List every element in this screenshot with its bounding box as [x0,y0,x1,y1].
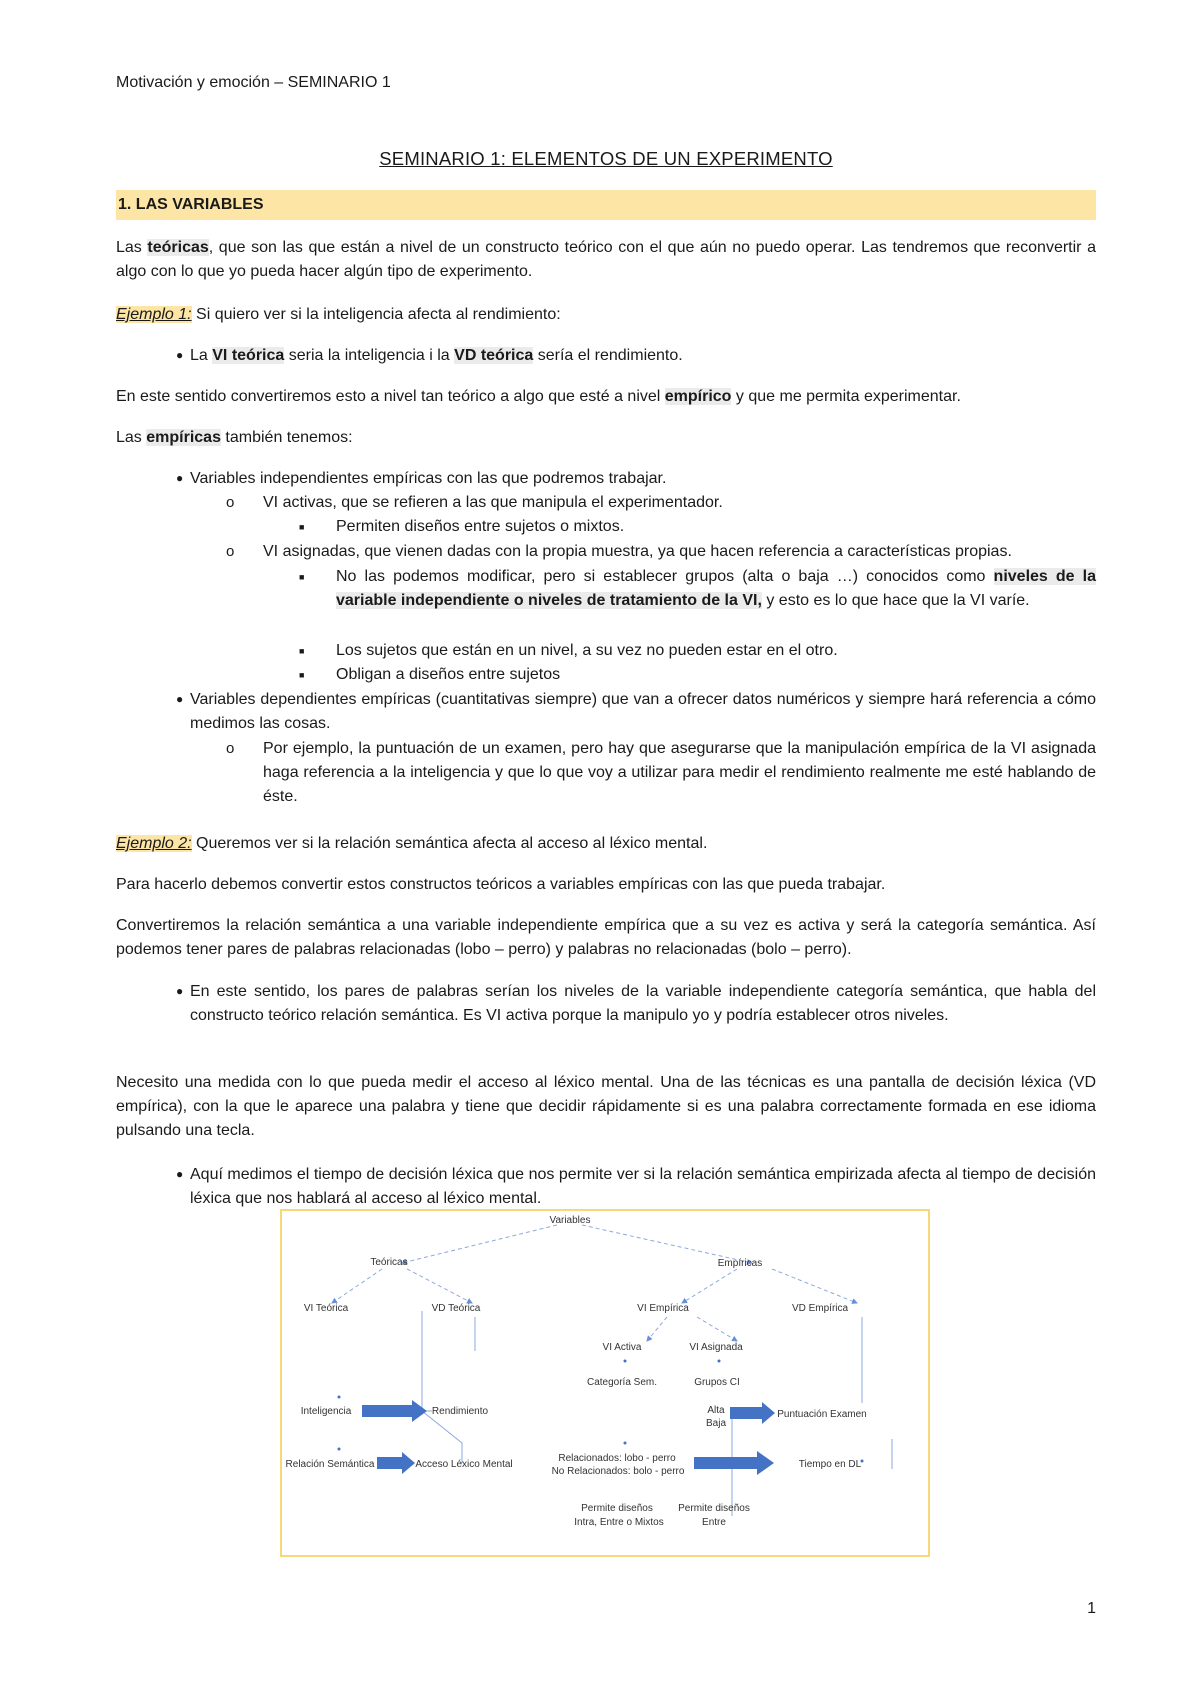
text-run: No las podemos modificar, pero si establecer grupos (alta o baja …) conocidos como [336,568,994,585]
node-alta: Alta [707,1405,725,1416]
example-2 [116,832,1096,856]
bullet-marker: ■ [299,646,305,656]
bullet-marker: o [226,740,235,757]
paragraph-teoricas [116,236,1096,284]
text-run: seria la inteligencia i la [284,347,455,364]
diagram-connectors [332,1225,857,1341]
bullet-marker: ■ [299,522,305,532]
text-run: En este sentido convertiremos esto a nivel tan teórico a algo que esté a nivel [116,388,665,405]
node-tiempo: Tiempo en DL [798,1459,862,1470]
node-vi-empirica: VI Empírica [637,1303,689,1314]
text-run: sería el rendimiento. [533,347,683,364]
node-vd-teorica: VD Teórica [431,1303,481,1314]
bullet-marker: ■ [299,670,305,680]
list-item-vd-sub: Por ejemplo, la puntuación de un examen, pero hay que asegurarse que la manipulación empírica de la VI asignada haga referencia a la inteligencia y que lo que voy a utilizar para medir el rendimiento realmente me esté hablando de éste. [263,740,1096,805]
node-teoricas: Teóricas [370,1257,408,1268]
node-rendimiento: Rendimiento [431,1406,489,1417]
list-item-vi-activas: VI activas, que se refieren a las que manipula el experimentador. [263,494,723,511]
bullet-marker: ● [176,692,184,706]
variables-diagram [280,1209,930,1557]
section-heading: 1. LAS VARIABLES [116,190,1096,220]
list-item-vd: Variables dependientes empíricas (cuantitativas siempre) que van a ofrecer datos numéricos y siempre hará referencia a cómo medimos las cosas. [190,691,1096,732]
node-puntuacion: Puntuación Examen [777,1409,867,1420]
node-relacion: Relación Semántica [285,1459,375,1470]
list-item-vi: Variables independientes empíricas con las que podremos trabajar. [190,470,667,487]
example-label: Ejemplo 1: [116,306,192,323]
diagram-labels [286,1215,867,1528]
text-run: , que son las que están a nivel de un constructo teórico con el que aún no puedo operar. Las tendremos que reconvertir a algo con lo que yo pueda hacer algún tipo de experimento. [116,239,1096,280]
paragraph-categoria: Convertiremos la relación semántica a una variable independiente empírica que a su vez es activa y será la categoría semántica. Así podemos tener pares de palabras relacionadas (lobo – perro) y palabras no relacionadas (bolo – perro). [116,917,1096,958]
page-number: 1 [1087,1600,1096,1617]
bullet-marker: ■ [299,572,305,582]
example-label: Ejemplo 2: [116,835,192,852]
node-vd-empirica: VD Empírica [791,1303,849,1314]
bullet-marker: ● [176,1167,184,1181]
node-empiricas: Empíricas [717,1258,763,1269]
paragraph-empiricas [116,426,1096,450]
highlighted-term: teóricas [147,239,209,256]
node-inteligencia: Inteligencia [300,1406,352,1417]
list-item-vi-activas-sub: Permiten diseños entre sujetos o mixtos. [336,518,625,535]
text-run: Las [116,239,148,256]
node-vi-asignada: VI Asignada [689,1342,743,1353]
running-header: Motivación y emoción – SEMINARIO 1 [116,74,391,91]
node-relacionados: Relacionados: lobo - perro [558,1453,676,1464]
paragraph-empirico [116,385,1096,409]
node-categoria: Categoría Sem. [586,1377,658,1388]
node-permite-1b: Intra, Entre o Mixtos [574,1517,664,1528]
text-run: Si quiero ver si la inteligencia afecta al rendimiento: [191,306,561,323]
text-run: Queremos ver si la relación semántica afecta al acceso al léxico mental. [191,835,708,852]
bullet-niveles: En este sentido, los pares de palabras serían los niveles de la variable independiente categoría semántica, que habla del constructo teórico relación semántica. Es VI activa porque la manipulo yo y podría establecer otros niveles. [190,983,1096,1024]
document-title: SEMINARIO 1: ELEMENTOS DE UN EXPERIMENTO [379,148,833,169]
example-1 [116,303,1096,327]
node-vi-activa: VI Activa [602,1342,642,1353]
diagram-canvas [282,1211,928,1555]
paragraph-convertir: Para hacerlo debemos convertir estos constructos teóricos a variables empíricas con las que pueda trabajar. [116,876,886,893]
node-permite-2b: Entre [702,1517,726,1528]
text-run: Las [116,429,147,446]
bullet-marker: o [226,494,235,511]
node-grupos: Grupos CI [694,1377,740,1388]
node-baja: Baja [705,1418,727,1429]
node-permite-2a: Permite diseños [678,1503,750,1514]
highlighted-term: empíricas [146,429,221,446]
highlighted-term: VI teórica [212,347,285,364]
text-run: y esto es lo que hace que la VI varíe. [761,592,1030,609]
text-run: La [190,347,213,364]
highlighted-term: VD teórica [454,347,534,364]
bullet-marker: ● [176,348,184,362]
bullet-marker: o [226,543,235,560]
bullet-tiempo: Aquí medimos el tiempo de decisión léxica que nos permite ver si la relación semántica empirizada afecta al tiempo de decisión léxica que nos hablará al acceso al léxico mental. [190,1166,1096,1207]
highlighted-term: empírico [664,388,732,405]
paragraph-decision-lexica: Necesito una medida con lo que pueda medir el acceso al léxico mental. Una de las técnicas es una pantalla de decisión léxica (VD empírica), con la que le aparece una palabra y tiene que decidir rápidamente si es una palabra correctamente formada en ese idioma pulsando una tecla. [116,1074,1096,1139]
node-vi-teorica: VI Teórica [303,1303,349,1314]
node-acceso: Acceso Léxico Mental [415,1459,513,1470]
bullet-vi-vd-teorica [190,344,1096,368]
node-variables: Variables [549,1215,591,1226]
list-item-sujetos: Los sujetos que están en un nivel, a su vez no pueden estar en el otro. [336,642,838,659]
list-item-niveles [336,565,1096,613]
highlighted-term: niveles de la variable independiente o niveles de tratamiento de la VI, [336,568,1096,609]
text-run: también tenemos: [220,429,353,446]
node-permite-1a: Permite diseños [581,1503,653,1514]
list-item-obligan: Obligan a diseños entre sujetos [336,666,561,683]
bullet-marker: ● [176,984,184,998]
bullet-marker: ● [176,471,184,485]
list-item-vi-asignadas: VI asignadas, que vienen dadas con la propia muestra, ya que hacen referencia a características propias. [263,543,1012,560]
node-no-relacionados: No Relacionados: bolo - perro [551,1466,685,1477]
text-run: y que me permita experimentar. [731,388,961,405]
